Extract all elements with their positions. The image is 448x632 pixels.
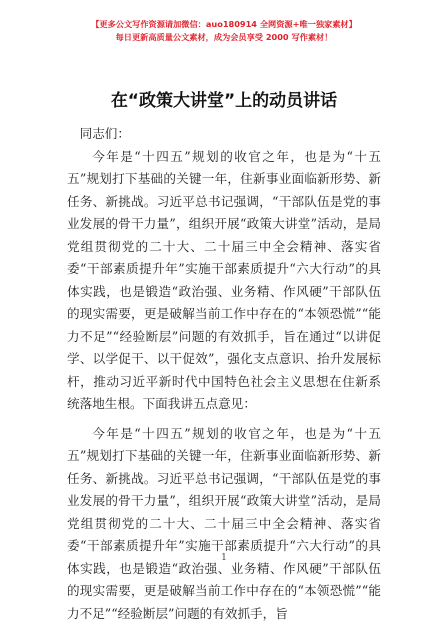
document-title: 在“政策大讲堂”上的动员讲话 [110, 91, 338, 111]
promo-banner-line-1: 【更多公文写作资源请加微信：auo180914 全网资源+唯一独家素材】 [91, 19, 357, 29]
page-number: 1 [221, 553, 227, 563]
promo-banner-line-2: 每日更新高质量公文素材，成为会员享受 2000 写作素材！ [115, 32, 333, 42]
body-paragraph-1: 今年是“十四五”规划的收官之年，也是为“十五五”规划打下基础的关键一年，住新事业面临新形势、新任务、新挑战。习近平总书记强调，“干部队伍是党的事业发展的骨干力量”，组织开展“政策大讲堂”活动，是局党组贯彻党的二十大、二十届三中全会精神、落实省委“干部素质提升年”实施干部素质提升“六大行动”的具体实践，也是锻造“政治强、业务精、作风硬”干部队伍的现实需要，更是破解当前工作中存在的“本领恐慌”“能力不足”“经验断层”问题的有效抓手，旨在通过“以讲促学、以学促干、以干促效”，强化支点意识、抬升发展标杆，推动习近平新时代中国特色社会主义思想在住新系统落地生根。下面我讲五点意见： [67, 148, 381, 411]
promo-banner [0, 18, 448, 44]
body-paragraph-2: 今年是“十四五”规划的收官之年，也是为“十五五”规划打下基础的关键一年，住新事业面临新形势、新任务、新挑战。习近平总书记强调，“干部队伍是党的事业发展的骨干力量”，组织开展“政策大讲堂”活动，是局党组贯彻党的二十大、二十届三中全会精神、落实省委“干部素质提升年”实施干部素质提升“六大行动”的具体实践，也是锻造“政治强、业务精、作风硬”干部队伍的现实需要，更是破解当前工作中存在的“本领恐慌”“能力不足”“经验断层”问题的有效抓手，旨 [67, 425, 381, 621]
salutation: 同志们： [79, 126, 130, 141]
